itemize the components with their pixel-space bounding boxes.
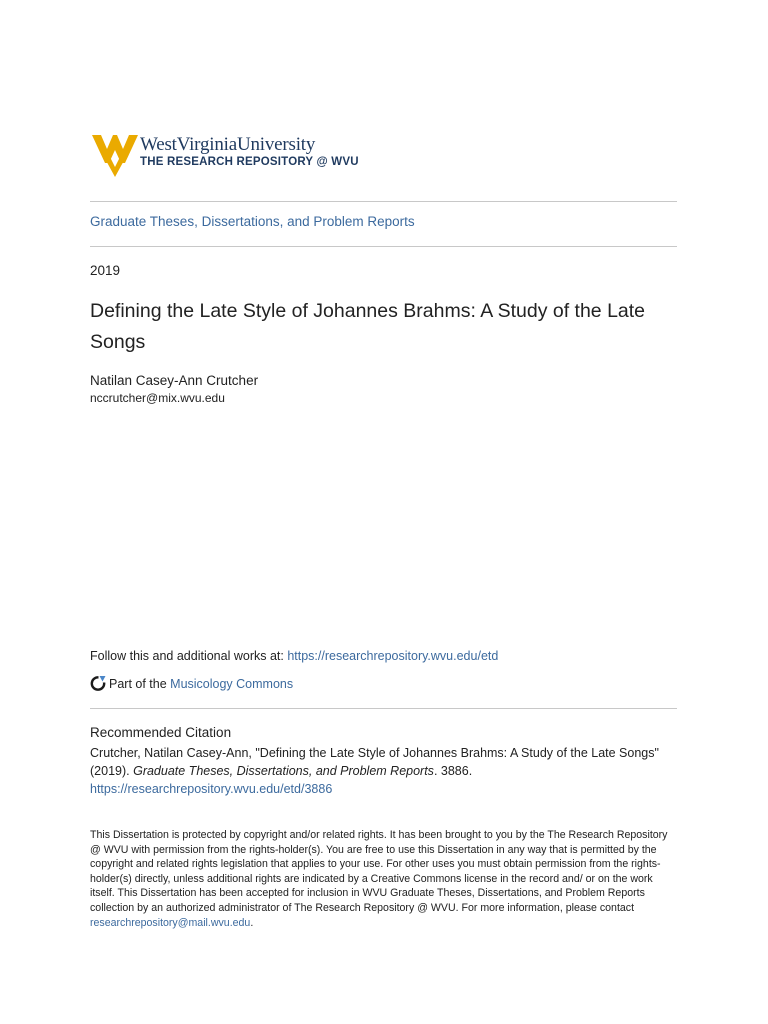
- part-of-line: [90, 675, 293, 693]
- university-wordmark: WestVirginiaUniversity: [140, 134, 316, 155]
- citation-year: (2019).: [90, 764, 134, 778]
- citation-url-link[interactable]: https://researchrepository.wvu.edu/etd/3886: [90, 782, 333, 796]
- follow-line: [90, 649, 498, 663]
- recommended-citation-heading: Recommended Citation: [90, 725, 232, 740]
- contact-email-link[interactable]: researchrepository@mail.wvu.edu: [90, 916, 251, 929]
- citation-series: Graduate Theses, Dissertations, and Problem Reports: [133, 764, 434, 778]
- citation-line: Crutcher, Natilan Casey-Ann, "Defining the Late Style of Johannes Brahms: A Study of the Late Songs": [90, 746, 659, 760]
- repository-url-link[interactable]: https://researchrepository.wvu.edu/etd: [287, 649, 499, 663]
- publication-year: 2019: [90, 263, 121, 278]
- divider: [90, 246, 677, 247]
- citation-text: [90, 744, 690, 798]
- author-email: nccrutcher@mix.wvu.edu: [90, 391, 225, 405]
- repository-name: THE RESEARCH REPOSITORY @ WVU: [140, 156, 359, 168]
- document-title: Defining the Late Style of Johannes Brahms: A Study of the Late Songs: [90, 300, 646, 353]
- creative-commons-icon: [90, 675, 106, 691]
- citation-number: . 3886.: [433, 764, 473, 778]
- collection-link[interactable]: Graduate Theses, Dissertations, and Problem Reports: [90, 214, 415, 229]
- wvu-logo[interactable]: [92, 131, 372, 181]
- part-of-label: Part of the: [109, 677, 171, 691]
- wv-logo-icon: [92, 133, 138, 177]
- divider: [90, 708, 677, 709]
- follow-label: Follow this and additional works at:: [90, 649, 288, 663]
- author-name: Natilan Casey-Ann Crutcher: [90, 373, 259, 388]
- divider: [90, 201, 677, 202]
- copyright-notice: [90, 828, 680, 930]
- musicology-commons-link[interactable]: Musicology Commons: [170, 677, 294, 691]
- notice-end: .: [250, 916, 254, 929]
- notice-body: This Dissertation is protected by copyright and/or related rights. It has been brought to you by the The Research Repository @ WVU with permission from the rights-holder(s). You are free to use this Dissertation in any way that is permitted by the copyright and related rights legislation that applies to your use. For other uses you must obtain permission from the rights-holder(s) directly, unless additional rights are indicated by a Creative Commons license in the record and/ or on the work itself. This Dissertation has been accepted for inclusion in WVU Graduate Theses, Dissertations, and Problem Reports collection by an authorized administrator of The Research Repository @ WVU. For more information, please contact: [90, 829, 668, 914]
